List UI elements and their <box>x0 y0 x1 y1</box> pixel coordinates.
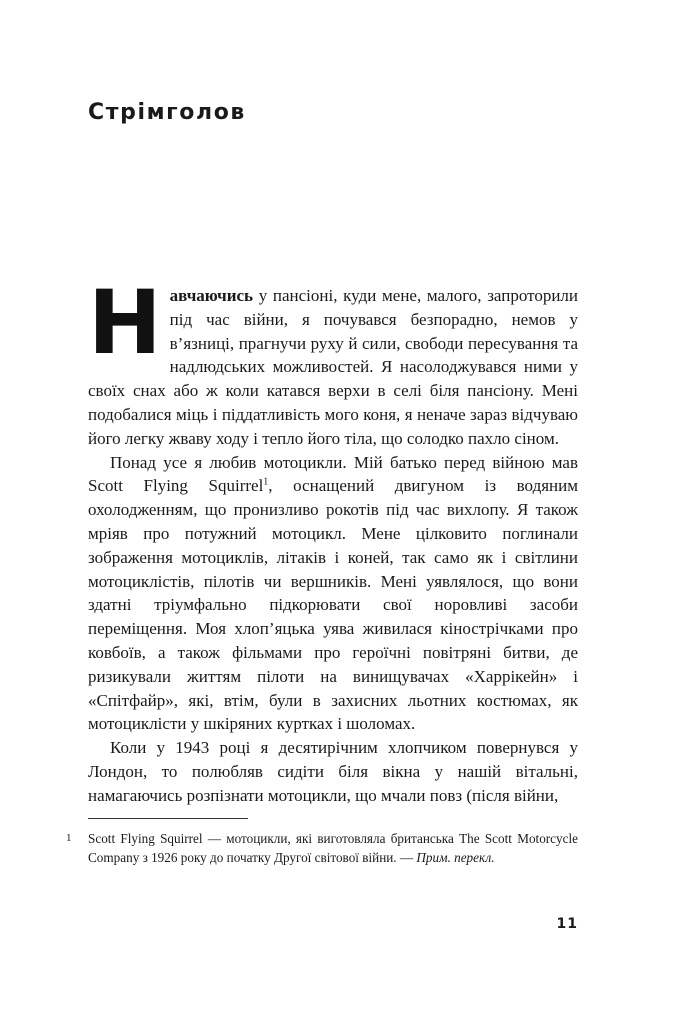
footnote-number: 1 <box>66 832 72 844</box>
footnote <box>66 829 578 867</box>
paragraph-1 <box>88 271 578 451</box>
footnote-reference[interactable]: 1 <box>263 476 269 488</box>
page-number: 11 <box>556 916 578 932</box>
lead-word: авчаючись <box>169 286 254 305</box>
main-text <box>88 271 578 808</box>
paragraph-1-text: у пансіоні, куди мене, малого, запроторили під час війни, я почувався безпорадно, немов у в’язниці, прагнучи руху й сили, свободи пересування та надлюдських можливостей. Я насолоджувався ними у своїх снах або ж коли катався верхи в селі біля пансіону. Мені подобалися міць і піддатливість мого коня, я неначе зараз відчуваю його легку жваву ходу і тепло його тіла, що солодко пахло сіном. <box>88 286 578 448</box>
paragraph-2-text-b: , оснащений двигуном із водяним охолодженням, що пронизливо рокотів під час вихлопу. Я також мріяв про потужний мотоцикл. Мене цілковито поглинали зображення мотоциклів, літаків і коней, так само як і світлини мотоциклістів, пілотів чи вершників. Мені уявлялося, що вони здатні тріумфально підкорювати свої норовливі засоби переміщення. Моя хлоп’яцька уява живилася кінострічками про ковбоїв, а також фільмами про героїчні повітряні битви, де ризикували життям пілоти на винищувачах «Харрікейн» і «Спітфайр», які, втім, були в захисних льотних костюмах, як мотоциклісти у шкіряних куртках і шоломах. <box>88 476 578 734</box>
drop-cap: Н <box>88 271 162 374</box>
footnote-divider <box>88 818 248 819</box>
footnote-text: Scott Flying Squirrel — мотоцикли, які виготовляла британська The Scott Motorcycle Company з 1926 року до початку Другої світової війни. — <box>88 831 578 865</box>
paragraph-3: Коли у 1943 році я десятирічним хлопчиком повернувся у Лондон, то полюбляв сидіти біля вікна у нашій вітальні, намагаючись розпізнати мотоцикли, що мчали повз (після війни, <box>88 738 578 805</box>
footnote-text-block <box>88 829 578 867</box>
paragraph-2 <box>88 451 578 737</box>
paragraph-2-text-a: Понад усе я любив мотоцикли. Мій батько перед війною мав Scott Flying Squirrel <box>88 452 578 496</box>
translator-note: Прим. перекл. <box>416 850 495 865</box>
chapter-title: Стрімголов <box>88 100 246 125</box>
